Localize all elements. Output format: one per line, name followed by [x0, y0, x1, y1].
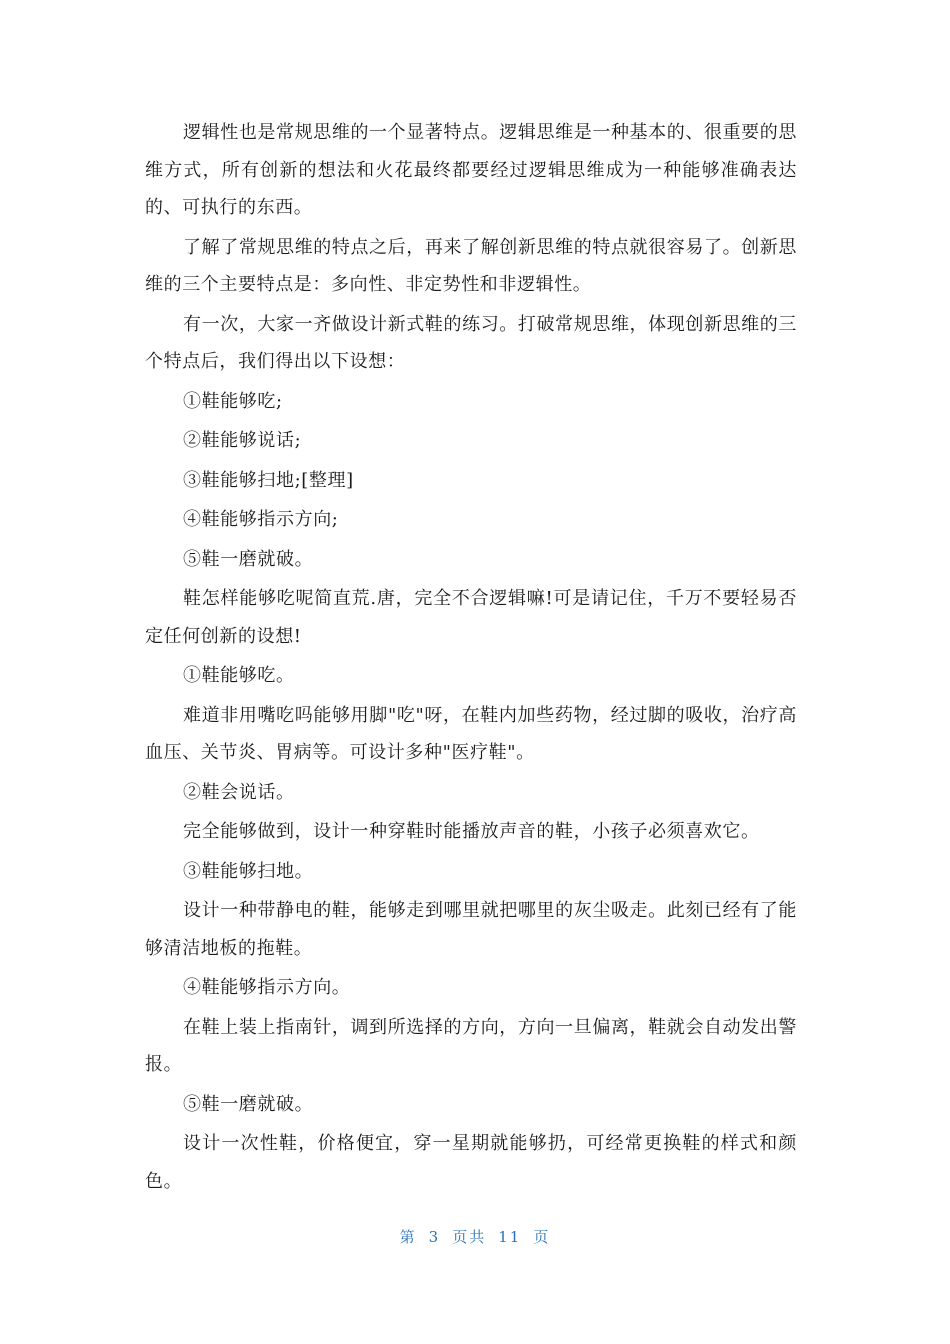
- paragraph: 逻辑性也是常规思维的一个显著特点。逻辑思维是一种基本的、很重要的思维方式，所有创新的想法和火花最终都要经过逻辑思维成为一种能够准确表达的、可执行的东西。: [145, 122, 797, 218]
- section-heading: ⑤鞋一磨就破。: [183, 1093, 314, 1115]
- footer-suffix: 页: [533, 1228, 551, 1246]
- paragraph: 鞋怎样能够吃呢简直荒.唐，完全不合逻辑嘛!可是请记住，千万不要轻易否定任何创新的设想!: [145, 588, 797, 647]
- section-heading: ①鞋能够吃。: [183, 665, 295, 686]
- list-item: ①鞋能够吃;: [183, 390, 283, 412]
- page-number: 3: [428, 1228, 441, 1246]
- total-pages: 11: [498, 1228, 522, 1246]
- section-heading: ③鞋能够扫地。: [183, 860, 314, 882]
- paragraph: 了解了常规思维的特点之后，再来了解创新思维的特点就很容易了。创新思维的三个主要特点是：多向性、非定势性和非逻辑性。: [145, 236, 797, 295]
- list-item: ④鞋能够指示方向;: [183, 509, 339, 530]
- section-heading: ④鞋能够指示方向。: [183, 977, 351, 998]
- paragraph: 难道非用嘴吃吗能够用脚"吃"呀，在鞋内加些药物，经过脚的吸收，治疗高血压、关节炎、胃病等。可设计多种"医疗鞋"。: [145, 704, 797, 763]
- list-item: ③鞋能够扫地;[整理]: [183, 469, 354, 491]
- page-footer: [0, 1226, 950, 1247]
- list-item: ⑤鞋一磨就破。: [183, 548, 314, 570]
- paragraph: 完全能够做到，设计一种穿鞋时能播放声音的鞋，小孩子必须喜欢它。: [183, 821, 760, 842]
- document-body: [145, 114, 797, 1202]
- paragraph: 设计一种带静电的鞋，能够走到哪里就把哪里的灰尘吸走。此刻已经有了能够清洁地板的拖鞋。: [145, 900, 797, 959]
- footer-prefix: 第: [399, 1228, 417, 1246]
- footer-middle: 页共: [452, 1228, 487, 1246]
- paragraph: 在鞋上装上指南针，调到所选择的方向，方向一旦偏离，鞋就会自动发出警报。: [145, 1016, 797, 1075]
- paragraph: 设计一次性鞋，价格便宜，穿一星期就能够扔，可经常更换鞋的样式和颜色。: [145, 1133, 797, 1192]
- section-heading: ②鞋会说话。: [183, 781, 295, 803]
- paragraph: 有一次，大家一齐做设计新式鞋的练习。打破常规思维，体现创新思维的三个特点后，我们得出以下设想：: [145, 313, 797, 372]
- list-item: ②鞋能够说话;: [183, 430, 302, 451]
